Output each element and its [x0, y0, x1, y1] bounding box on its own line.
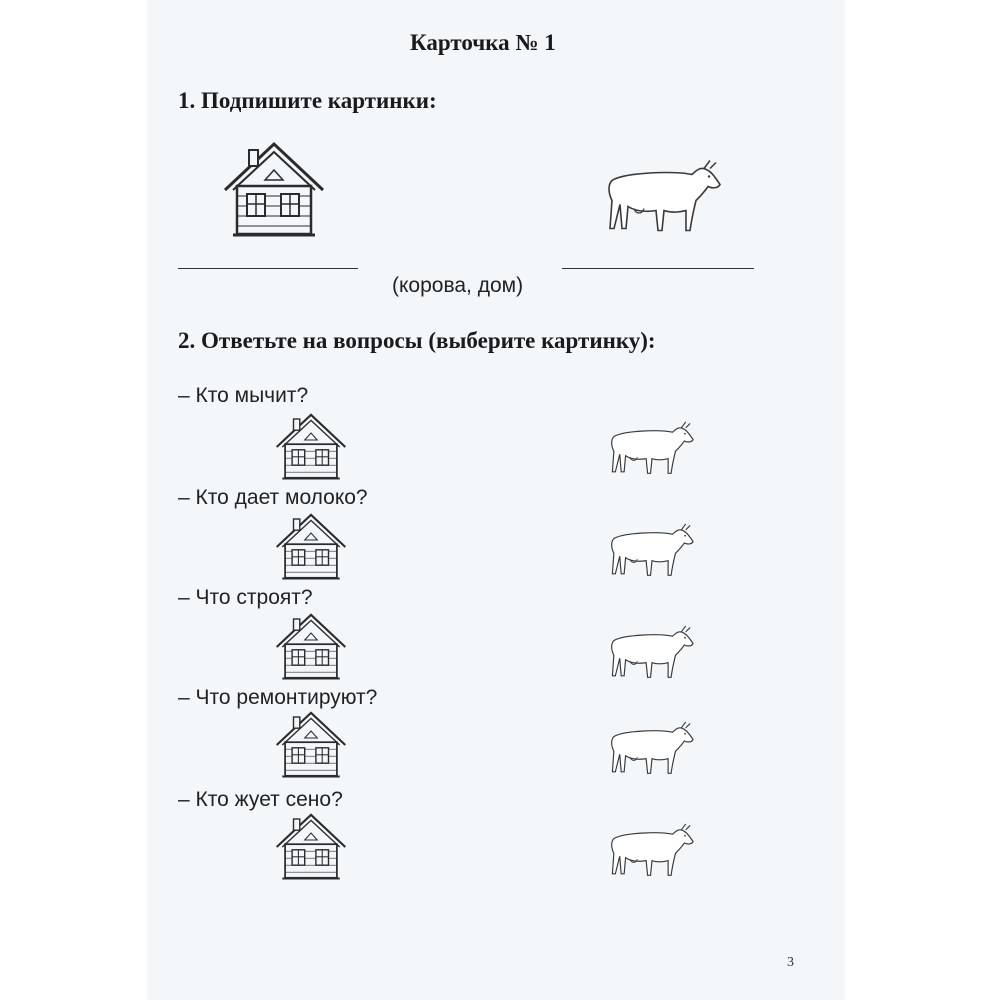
page-number: 3 — [787, 955, 794, 970]
question-3: – Что строят? — [178, 586, 313, 609]
task1-heading: 1. Подпишите картинки: — [178, 88, 437, 113]
answer-line-cow[interactable] — [562, 268, 754, 269]
cow-option-icon[interactable] — [608, 822, 696, 878]
question-5: – Кто жует сено? — [178, 788, 343, 811]
house-option-icon[interactable] — [272, 412, 350, 482]
house-option-icon[interactable] — [272, 812, 350, 882]
task2-heading: 2. Ответьте на вопросы (выберите картинку): — [178, 328, 656, 353]
question-2: – Кто дает молоко? — [178, 486, 368, 509]
cow-option-icon[interactable] — [608, 624, 696, 680]
house-icon — [218, 140, 330, 240]
question-1: – Кто мычит? — [178, 384, 309, 407]
house-option-icon[interactable] — [272, 512, 350, 582]
cow-option-icon[interactable] — [608, 420, 696, 476]
question-4: – Что ремонтируют? — [178, 686, 378, 709]
cow-option-icon[interactable] — [608, 720, 696, 776]
house-option-icon[interactable] — [272, 710, 350, 780]
house-option-icon[interactable] — [272, 612, 350, 682]
card-title: Карточка № 1 — [410, 30, 556, 55]
cow-option-icon[interactable] — [608, 522, 696, 578]
cow-icon — [604, 158, 724, 234]
answer-line-house[interactable] — [178, 268, 358, 269]
word-bank-hint: (корова, дом) — [392, 274, 524, 297]
